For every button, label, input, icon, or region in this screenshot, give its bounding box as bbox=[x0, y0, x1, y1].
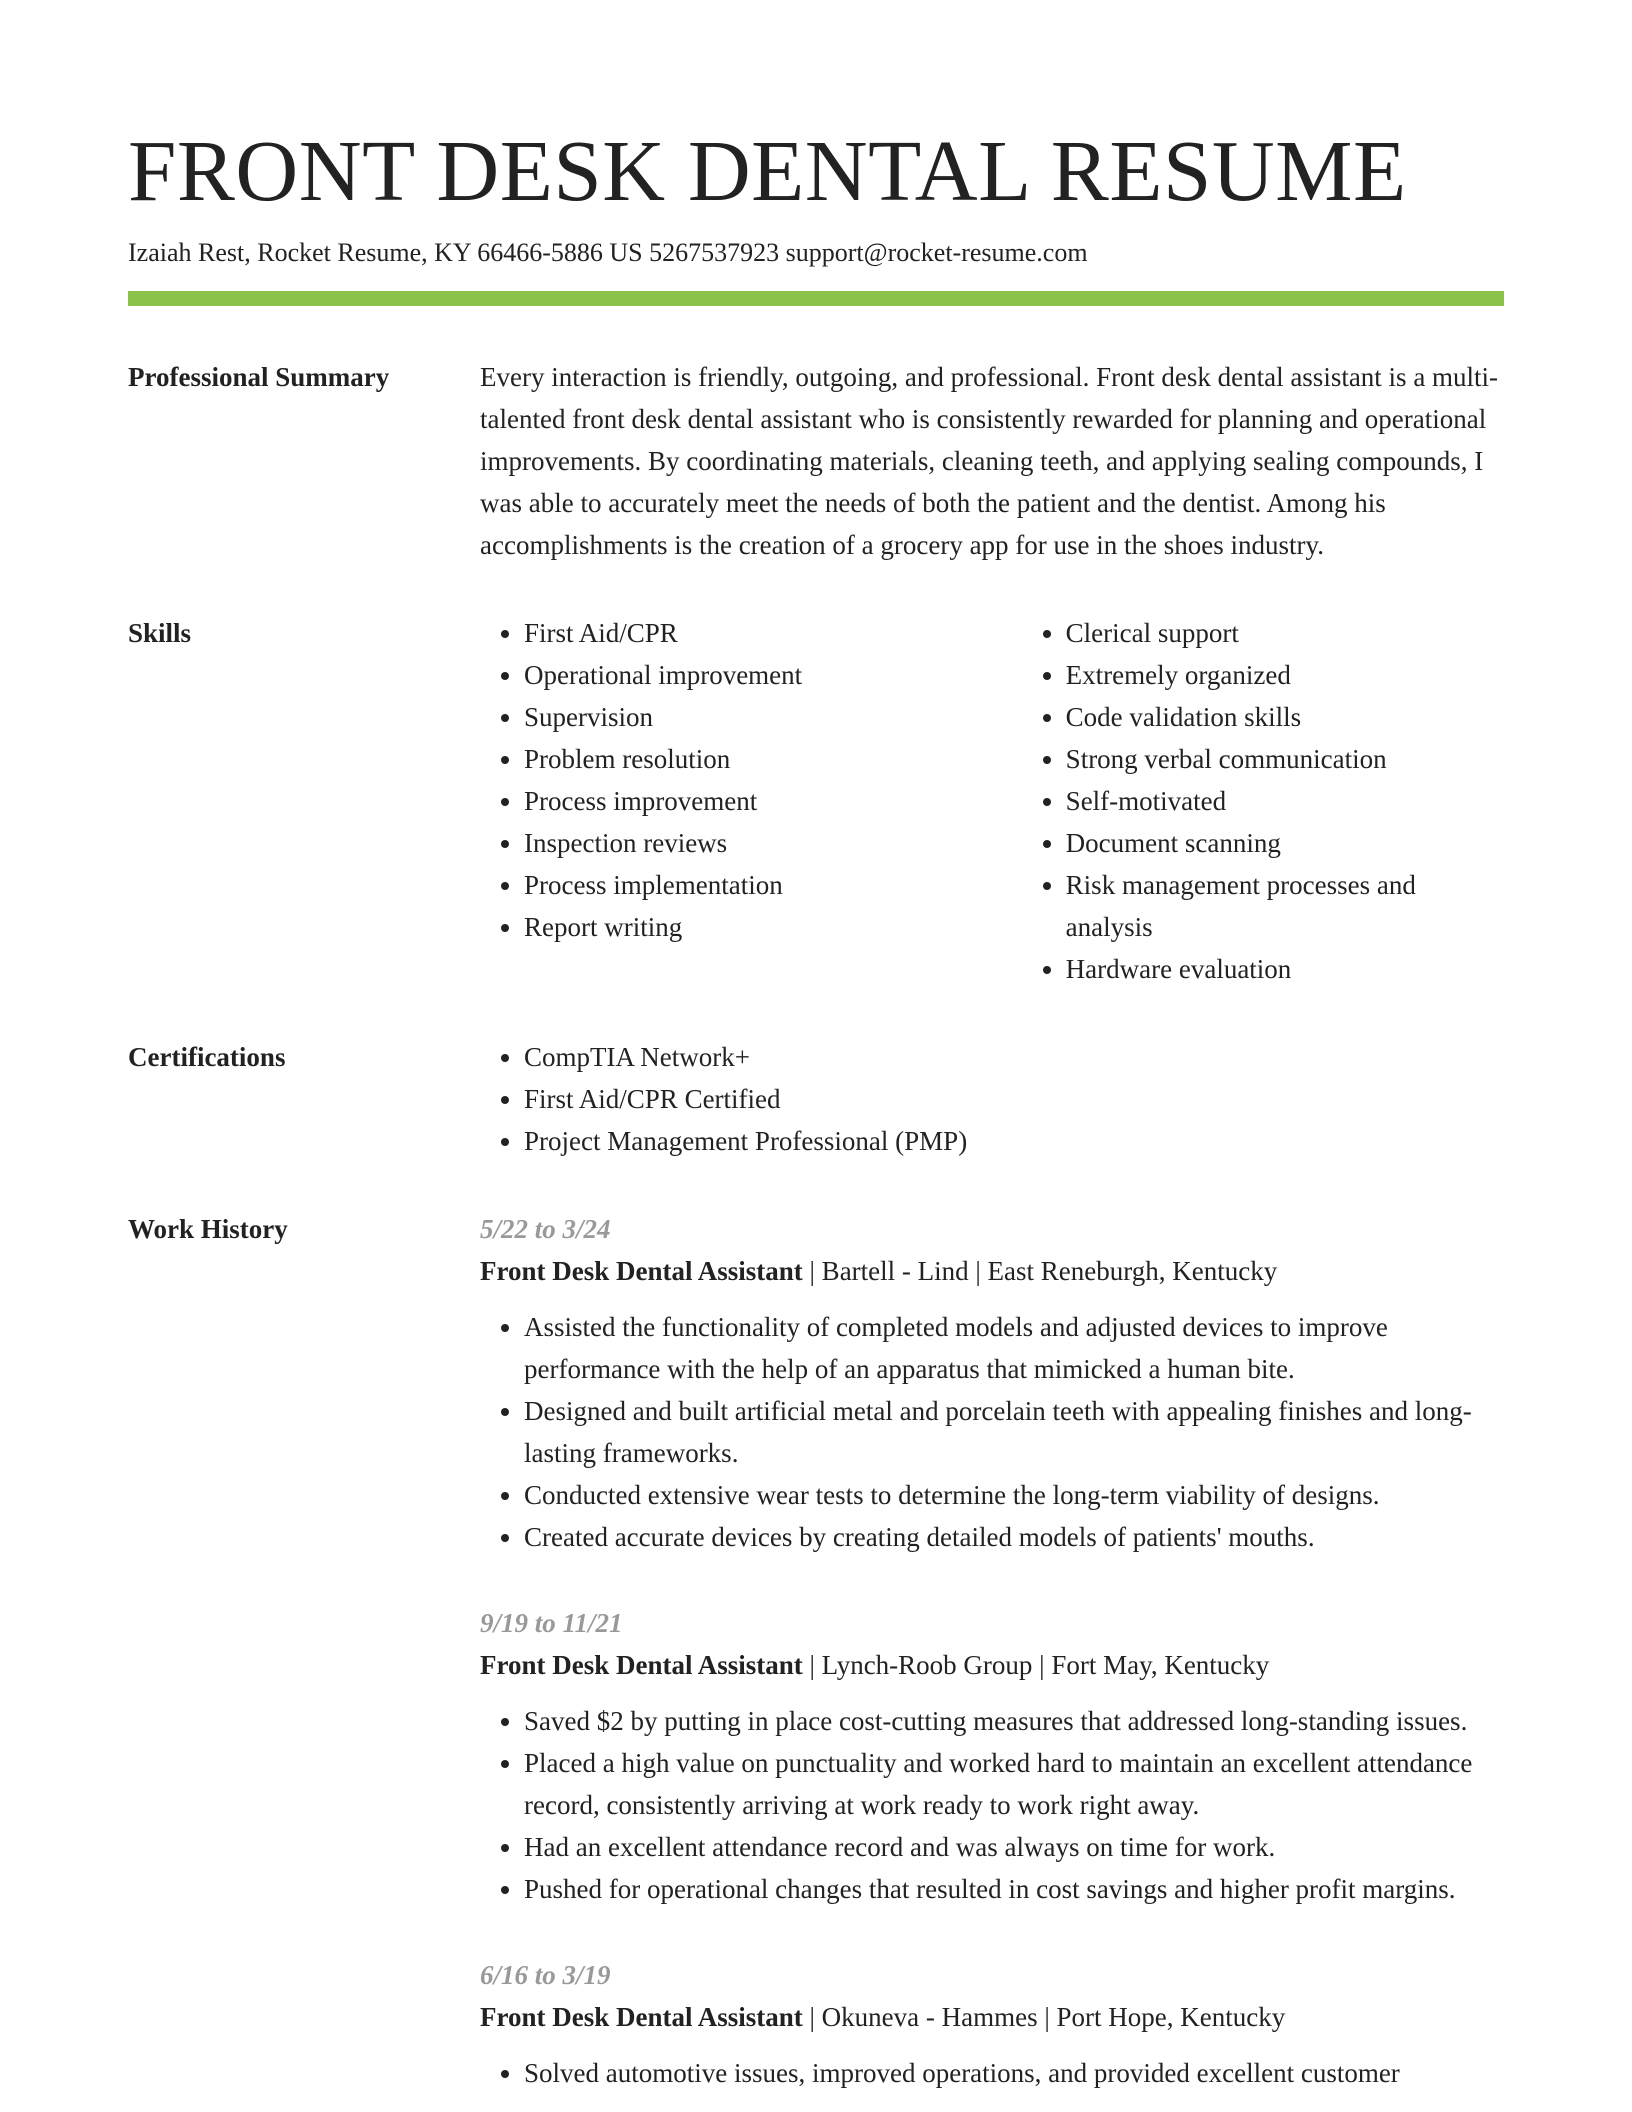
job-dates: 9/19 to 11/21 bbox=[480, 1608, 623, 1638]
certification-item: • CompTIA Network+ bbox=[524, 1036, 1504, 1078]
skill-item: • Problem resolution bbox=[524, 738, 1022, 780]
job-bullet: • Created accurate devices by creating detailed models of patients' mouths. bbox=[524, 1516, 1504, 1558]
skills-section bbox=[128, 612, 1504, 990]
contact-line bbox=[128, 236, 1504, 270]
job-bullet: • Assisted the functionality of completed models and adjusted devices to improve performance with the help of an apparatus that mimicked a human bite. bbox=[524, 1306, 1504, 1390]
job-employer-location: | Okuneva - Hammes | Port Hope, Kentucky bbox=[802, 2002, 1286, 2032]
contact-email: support@rocket-resume.com bbox=[785, 238, 1088, 267]
skill-item: • Process implementation bbox=[524, 864, 1022, 906]
job-title: Front Desk Dental Assistant bbox=[480, 1650, 803, 1680]
job-bullets bbox=[480, 1306, 1504, 1558]
skill-item: • Supervision bbox=[524, 696, 1022, 738]
accent-divider bbox=[128, 291, 1504, 306]
contact-name: Izaiah Rest, bbox=[128, 238, 251, 267]
work-history-section bbox=[128, 1208, 1504, 2094]
job-dates: 6/16 to 3/19 bbox=[480, 1960, 611, 1990]
job-bullet: • Saved $2 by putting in place cost-cutting measures that addressed long-standing issues. bbox=[524, 1700, 1504, 1742]
work-history-label: Work History bbox=[128, 1214, 288, 1244]
job-bullet: • Placed a high value on punctuality and worked hard to maintain an excellent attendance record, consistently arriving at work ready to work right away. bbox=[524, 1742, 1504, 1826]
skill-item: • Extremely organized bbox=[1066, 654, 1504, 696]
skill-item: • Clerical support bbox=[1066, 612, 1504, 654]
job-title: Front Desk Dental Assistant bbox=[480, 2002, 803, 2032]
job-heading bbox=[480, 1644, 1504, 1686]
resume-page bbox=[128, 118, 1504, 2094]
job-entry bbox=[480, 1208, 1504, 1558]
summary-label: Professional Summary bbox=[128, 362, 390, 392]
summary-text: Every interaction is friendly, outgoing, and professional. Front desk dental assistant is a multi-talented front desk dental assistant who is consistently rewarded for planning and operational improvements. By coordinating materials, cleaning teeth, and applying sealing compounds, I was able to accurately meet the needs of both the patient and the dentist. Among his accomplishments is the creation of a grocery app for use in the shoes industry. bbox=[480, 362, 1499, 560]
job-bullets bbox=[480, 2052, 1504, 2094]
job-entry bbox=[480, 1954, 1504, 2094]
skill-item: • Self-motivated bbox=[1066, 780, 1504, 822]
skill-item: • Operational improvement bbox=[524, 654, 1022, 696]
skills-label: Skills bbox=[128, 618, 192, 648]
job-bullet: • Designed and built artificial metal and porcelain teeth with appealing finishes and long-lasting frameworks. bbox=[524, 1390, 1504, 1474]
skill-item: • Code validation skills bbox=[1066, 696, 1504, 738]
certifications-list bbox=[480, 1036, 1504, 1162]
skill-item: • Process improvement bbox=[524, 780, 1022, 822]
job-entry bbox=[480, 1602, 1504, 1910]
job-heading bbox=[480, 1250, 1504, 1292]
certifications-section bbox=[128, 1036, 1504, 1162]
work-history-list bbox=[480, 1208, 1504, 2094]
skill-item: • Strong verbal communication bbox=[1066, 738, 1504, 780]
summary-section bbox=[128, 356, 1504, 566]
skill-item: • Report writing bbox=[524, 906, 1022, 948]
job-heading bbox=[480, 1996, 1504, 2038]
skill-item: • Inspection reviews bbox=[524, 822, 1022, 864]
skills-list-right bbox=[1022, 612, 1504, 990]
job-bullets bbox=[480, 1700, 1504, 1910]
skills-list-left bbox=[480, 612, 1022, 990]
job-employer-location: | Lynch-Roob Group | Fort May, Kentucky bbox=[802, 1650, 1270, 1680]
contact-location: Rocket Resume, KY 66466-5886 US bbox=[257, 238, 643, 267]
job-bullet: • Pushed for operational changes that resulted in cost savings and higher profit margins. bbox=[524, 1868, 1504, 1910]
certification-item: • First Aid/CPR Certified bbox=[524, 1078, 1504, 1120]
resume-title: FRONT DESK DENTAL RESUME bbox=[128, 122, 1407, 219]
job-title: Front Desk Dental Assistant bbox=[480, 1256, 803, 1286]
job-employer-location: | Bartell - Lind | East Reneburgh, Kentucky bbox=[802, 1256, 1278, 1286]
job-bullet: • Had an excellent attendance record and was always on time for work. bbox=[524, 1826, 1504, 1868]
job-bullet: • Solved automotive issues, improved operations, and provided excellent customer bbox=[524, 2052, 1504, 2094]
skill-item: • Document scanning bbox=[1066, 822, 1504, 864]
contact-phone: 5267537923 bbox=[649, 238, 780, 267]
certification-item: • Project Management Professional (PMP) bbox=[524, 1120, 1504, 1162]
job-bullet: • Conducted extensive wear tests to determine the long-term viability of designs. bbox=[524, 1474, 1504, 1516]
skill-item: • Risk management processes and analysis bbox=[1066, 864, 1504, 948]
job-dates: 5/22 to 3/24 bbox=[480, 1214, 611, 1244]
skill-item: • First Aid/CPR bbox=[524, 612, 1022, 654]
certifications-label: Certifications bbox=[128, 1042, 286, 1072]
skill-item: • Hardware evaluation bbox=[1066, 948, 1504, 990]
